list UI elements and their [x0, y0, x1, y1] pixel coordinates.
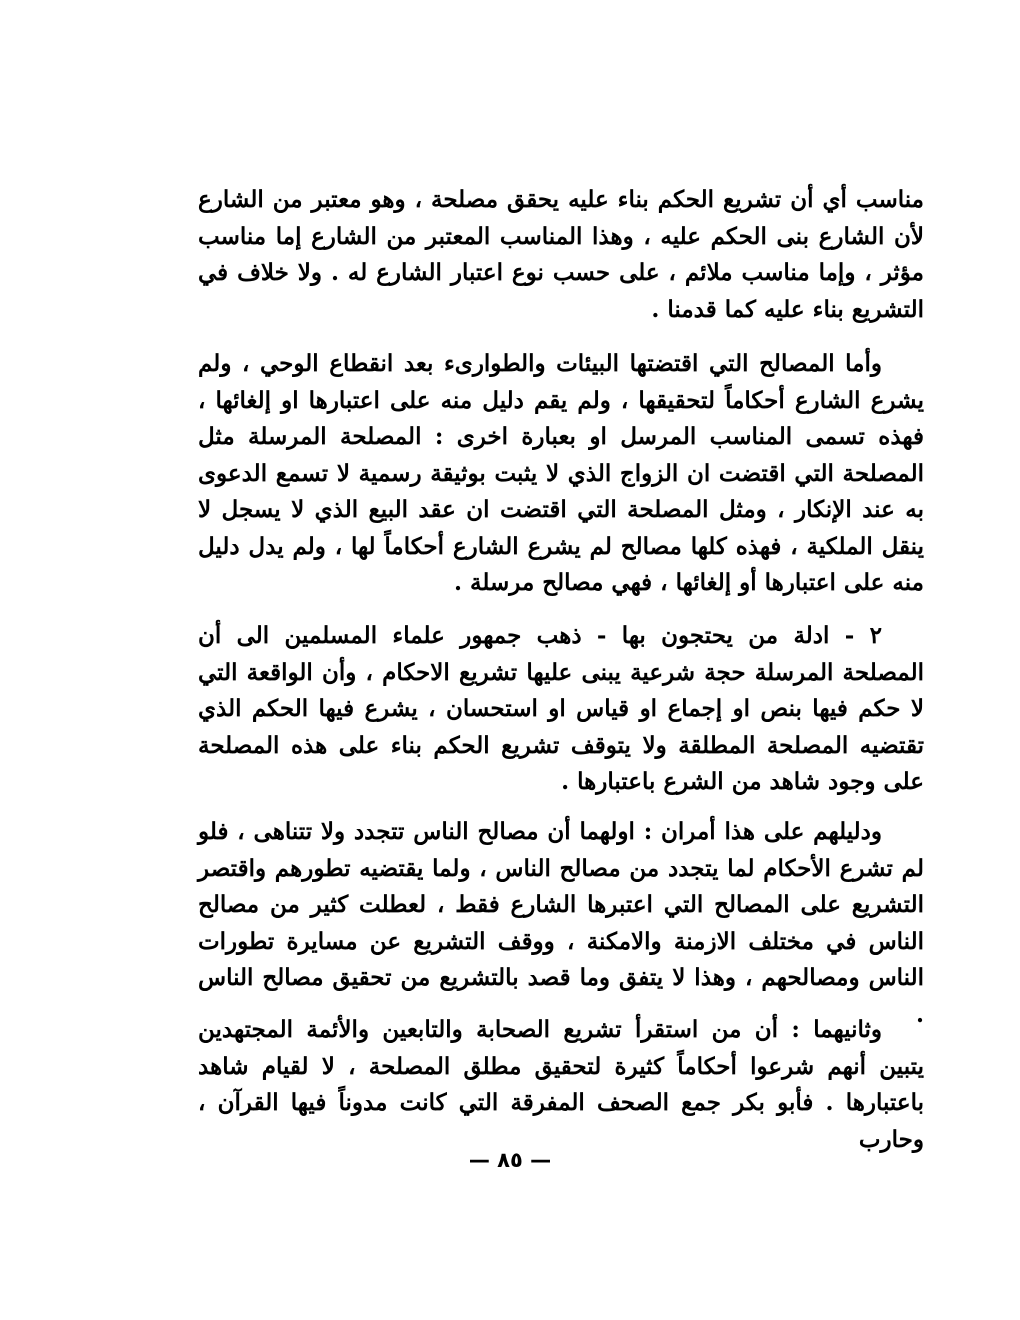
paragraph-unrestricted-interests: وأما المصالح التي اقتضتها البيئات والطوارىء بعد انقطاع الوحي ، ولم يشرع الشارع أحكاماً لتحقيقها ، ولم يقم دليل منه على اعتبارها او إلغائها ، فهذه تسمى المناسب المرسل او بعبارة اخرى : المصلحة المرسلة مثل المصلحة التي اقتضت ان الزواج الذي لا يثبت بوثيقة رسمية لا تسمع الدعوى به عند الإنكار ، ومثل المصلحة التي اقتضت ان عقد البيع الذي لا يسجل لا ينقل الملكية ، فهذه كلها مصالح لم يشرع الشارع أحكاماً لها ، ولم يدل دليل منه على اعتبارها أو إلغائها ، فهي مصالح مرسلة .	[198, 350, 924, 596]
paragraph-appropriate-considered: مناسب أي أن تشريع الحكم بناء عليه يحقق مصلحة ، وهو معتبر من الشارع لأن الشارع بنى الحكم عليه ، وهذا المناسب المعتبر من الشارع إما مناسب مؤثر ، وإما مناسب ملائم ، على حسب نوع اعتبار الشارع له . ولا خلاف في التشريع بناء عليه كما قدمنا .	[198, 186, 924, 323]
page-number: — ٨٥ —	[468, 1148, 552, 1172]
paragraph-evidence-of-proponents: ٢ - ادلة من يحتجون بها - ذهب جمهور علماء المسلمين الى أن المصلحة المرسلة حجة شرعية يبنى عليها تشريع الاحكام ، وأن الواقعة التي لا حكم فيها بنص او إجماع او قياس او استحسان ، يشرع فيها الحكم الذي تقتضيه المصلحة المطلقة ولا يتوقف تشريع الحكم بناء على هذه المصلحة على وجود شاهد من الشرع باعتبارها .	[198, 622, 924, 795]
paragraph-first-argument: ودليلهم على هذا أمران : اولهما أن مصالح الناس تتجدد ولا تتناهى ، فلو لم تشرع الأحكام لما يتجدد من مصالح الناس ، ولما يقتضيه تطورهم واقتصر التشريع على المصالح التي اعتبرها الشارع فقط ، لعطلت كثير من مصالح الناس في مختلف الازمنة والامكنة ، ووقف التشريع عن مسايرة تطورات الناس ومصالحهم ، وهذا لا يتفق وما قصد بالتشريع من تحقيق مصالح الناس .	[198, 818, 924, 1028]
paragraph-second-argument: وثانيهما : أن من استقرأ تشريع الصحابة والتابعين والأئمة المجتهدين يتبين أنهم شرعوا أحكاماً كثيرة لتحقيق مطلق المصلحة ، لا لقيام شاهد باعتبارها . فأبو بكر جمع الصحف المفرقة التي كانت مدوناً فيها القرآن ، وحارب	[198, 1016, 924, 1153]
